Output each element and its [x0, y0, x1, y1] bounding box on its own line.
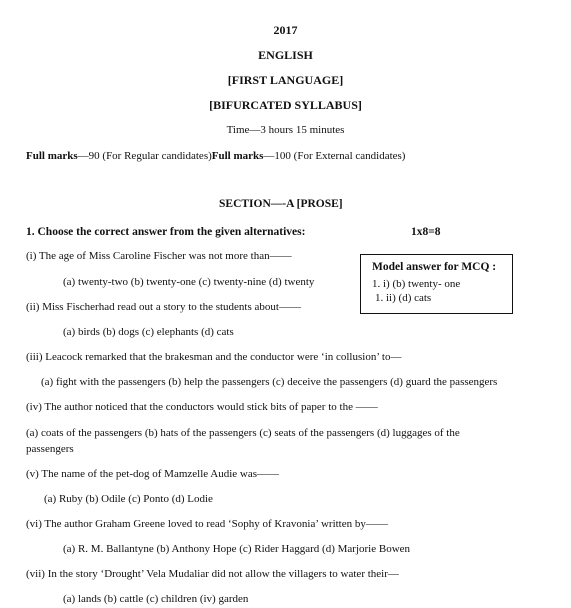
exam-subject: ENGLISH	[258, 48, 313, 62]
options-1-iv: (a) coats of the passengers (b) hats of the passengers (c) seats of the passengers (d) luggages of the	[26, 427, 460, 439]
exam-year: 2017	[273, 23, 298, 37]
full-marks-external: —100 (For External candidates)	[263, 150, 406, 162]
exam-language: [FIRST LANGUAGE]	[227, 73, 344, 87]
full-marks-regular: —90 (For Regular candidates)	[77, 150, 212, 162]
question-1-iii: (iii) Leacock remarked that the brakesman and the conductor were ‘in collusion’ to—	[26, 351, 402, 363]
options-1-v: (a) Ruby (b) Odile (c) Ponto (d) Lodie	[44, 493, 213, 505]
model-answer-box	[360, 254, 513, 314]
options-1-vi: (a) R. M. Ballantyne (b) Anthony Hope (c) Rider Haggard (d) Marjorie Bowen	[63, 543, 411, 555]
model-answer-heading: Model answer for MCQ :	[372, 261, 497, 273]
model-answer-line-1: 1. i) (b) twenty- one	[372, 278, 461, 290]
question-1-i: (i) The age of Miss Caroline Fischer was not more than——	[26, 250, 292, 262]
exam-syllabus: [BIFURCATED SYLLABUS]	[209, 98, 362, 112]
model-answer-line-2: 1. ii) (d) cats	[375, 292, 432, 304]
question-1-vi: (vi) The author Graham Greene loved to read ‘Sophy of Kravonia’ written by——	[26, 518, 388, 530]
full-marks-line	[26, 150, 405, 162]
options-1-ii: (a) birds (b) dogs (c) elephants (d) cats	[63, 326, 234, 338]
question-instruction: 1. Choose the correct answer from the given alternatives:	[26, 226, 306, 238]
options-1-i: (a) twenty-two (b) twenty-one (c) twenty-nine (d) twenty	[63, 276, 315, 288]
options-1-iii: (a) fight with the passengers (b) help the passengers (c) deceive the passengers (d) guard the passengers	[41, 376, 498, 388]
question-1-vii: (vii) In the story ‘Drought’ Vela Mudaliar did not allow the villagers to water their—	[26, 568, 399, 580]
options-1-iv-continued: passengers	[26, 443, 74, 455]
exam-time: Time—3 hours 15 minutes	[226, 124, 345, 136]
full-marks-label-external: Full marks	[211, 150, 264, 162]
question-1-v: (v) The name of the pet-dog of Mamzelle Audie was——	[26, 468, 280, 480]
question-1-ii: (ii) Miss Fischerhad read out a story to the students about——	[26, 301, 301, 313]
full-marks-label-regular: Full marks	[26, 150, 78, 162]
options-1-vii: (a) lands (b) cattle (c) children (iv) garden	[63, 593, 249, 605]
section-title: SECTION—-A [PROSE]	[219, 198, 343, 210]
question-1-iv: (iv) The author noticed that the conductors would stick bits of paper to the ——	[26, 401, 378, 413]
question-marks: 1x8=8	[411, 226, 441, 238]
